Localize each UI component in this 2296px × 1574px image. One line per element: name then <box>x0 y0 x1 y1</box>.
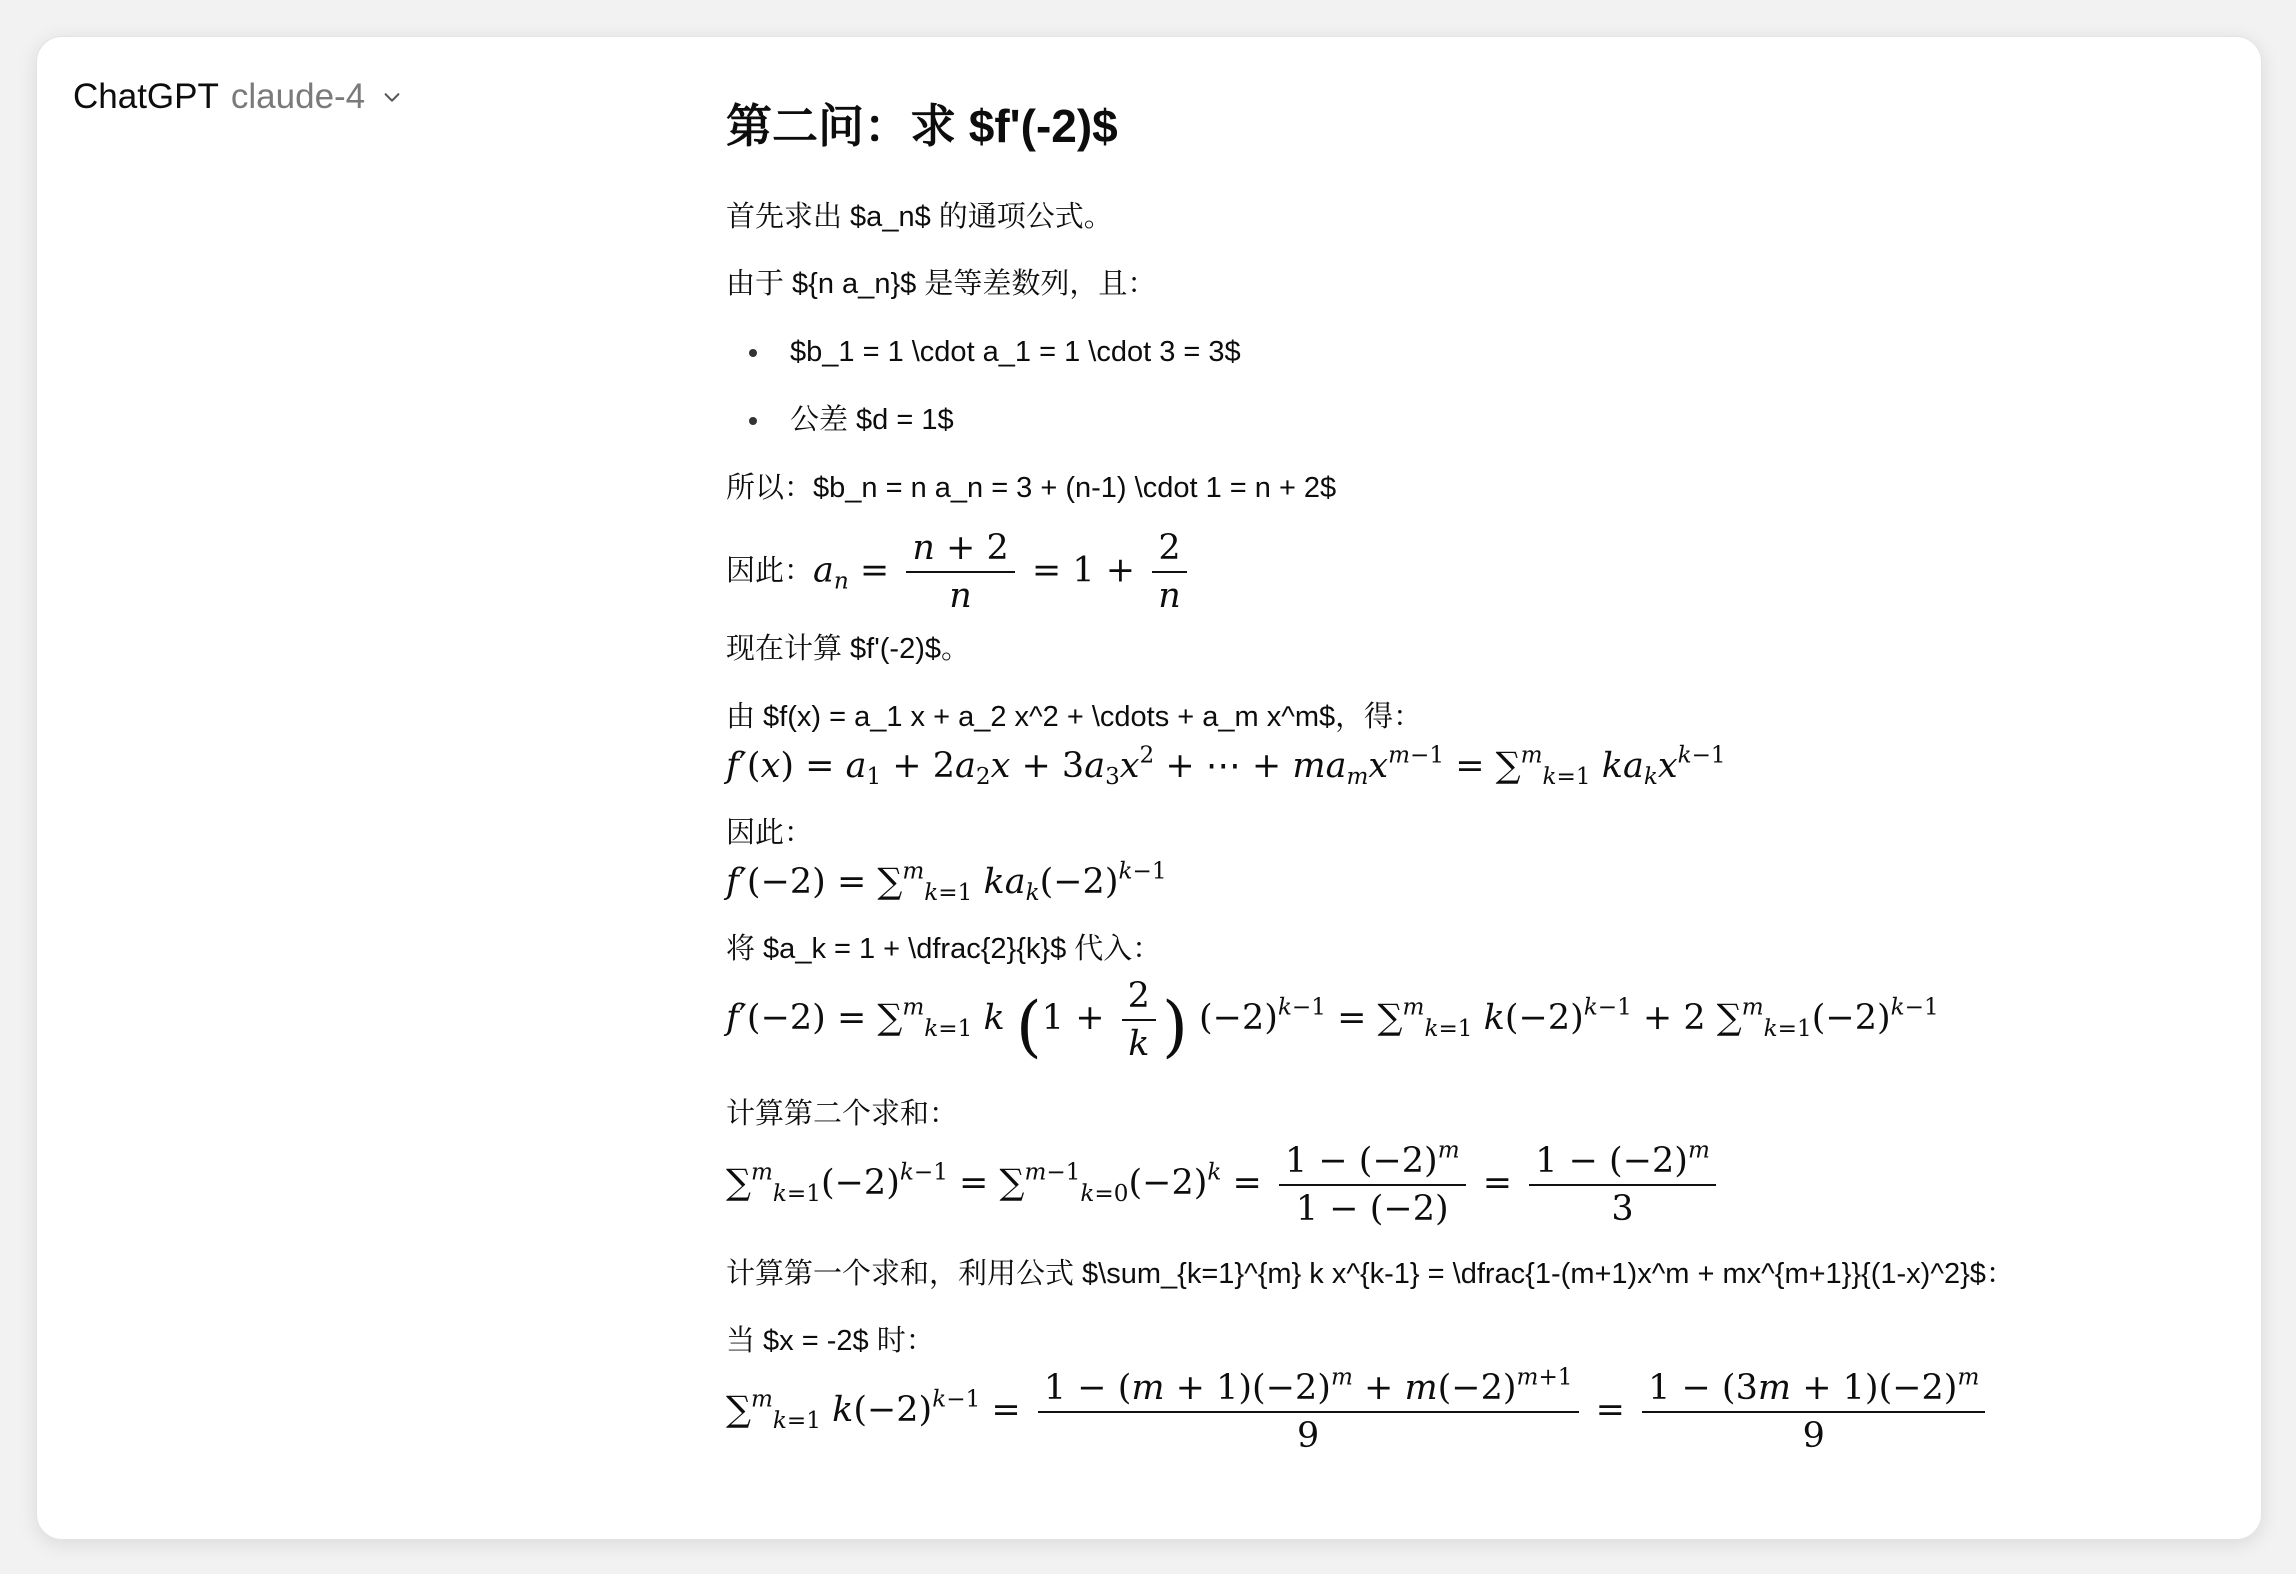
formula-an-row <box>726 527 2226 617</box>
paragraph-intro: 首先求出 $a_n$ 的通项公式。 <box>726 200 1113 233</box>
model-selector[interactable] <box>73 77 403 117</box>
formula-fprime-minus2: f′(−2) = ∑$^m_{k=1}$ $ka_k(-2)^{k-1}$ <box>726 858 1167 906</box>
paragraph-sequence: 由于 ${n a_n}$ 是等差数列，且： <box>726 268 1157 301</box>
formula-expanded: f′(−2) = ∑$^m_{k=1}$ k (1 + $\frac{2}{k}$ ) $(-2)^{k-1} = \sum^m_{k=1}$ $k(-2)^{k-1} + 2$ $\sum^m_{k=1}(-2)^{k-1}$ <box>726 975 1939 1066</box>
paragraph-second-sum: 计算第二个求和： <box>726 1097 959 1130</box>
paragraph-bn: 所以：$b_n = n a_n = 3 + (n-1) \cdot 1 = n + 2$ <box>726 471 1337 504</box>
formula-first-sum: ∑$^m_{k=1}$ $k(-2)^{k-1}$ = $\frac{1 - (m + 1)(-2)^m + m(-2)^{m+1}}{9}$ = $\frac{1 - (3m + 1)(-2)^m}{9}$ <box>726 1367 2226 1457</box>
bullet-list <box>726 334 2226 439</box>
paragraph-therefore: 因此： <box>726 817 814 850</box>
section-heading: 第二问：求 $f'(-2)$ <box>726 100 1118 152</box>
list-item: 公差 $d = 1$ <box>726 402 2226 440</box>
formula-second-sum: $\sum^m_{k=1}(-2)^{k-1} = \sum^{m-1}_{k=0}(-2)^k$ = $\frac{1 - (-2)^m}{1 - (-2)}$ = $\frac{1 - (-2)^m}{3}$ <box>726 1140 2226 1230</box>
chat-window <box>36 36 2262 1540</box>
paragraph-first-sum: 计算第一个求和，利用公式 $\sum_{k=1}^{m} k x^{k-1} = \dfrac{1-(m+1)x^m + mx^{m+1}}{(1-x)^2}$： <box>726 1257 2015 1290</box>
paragraph-label: 因此： <box>726 555 814 588</box>
paragraph-when: 当 $x = -2$ 时： <box>726 1325 935 1358</box>
paragraph-now: 现在计算 $f'(-2)$。 <box>726 633 971 666</box>
brand-label: ChatGPT <box>73 77 219 116</box>
paragraph-substitute: 将 $a_k = 1 + \dfrac{2}{k}$ 代入： <box>726 933 1162 966</box>
formula-fprime-x: $f'(x) = a_1 + 2a_2x + 3a_3x^2$ + ⋯ + $ma_mx^{m-1} = \sum^m_{k=1}$ $ka_kx^{k-1}$ <box>726 742 1726 790</box>
model-label: claude-4 <box>230 77 366 116</box>
chevron-down-icon <box>381 86 403 108</box>
formula-an: $a_n$ = $\frac{n + 2}{n}$ = 1 + $\frac{2}{n}$ <box>813 527 1193 617</box>
assistant-message <box>726 97 2226 1483</box>
list-item: $b_1 = 1 \cdot a_1 = 1 \cdot 3 = 3$ <box>726 334 2226 372</box>
paragraph-derivative: 由 $f(x) = a_1 x + a_2 x^2 + \cdots + a_m x^m$，得： <box>726 700 1423 733</box>
